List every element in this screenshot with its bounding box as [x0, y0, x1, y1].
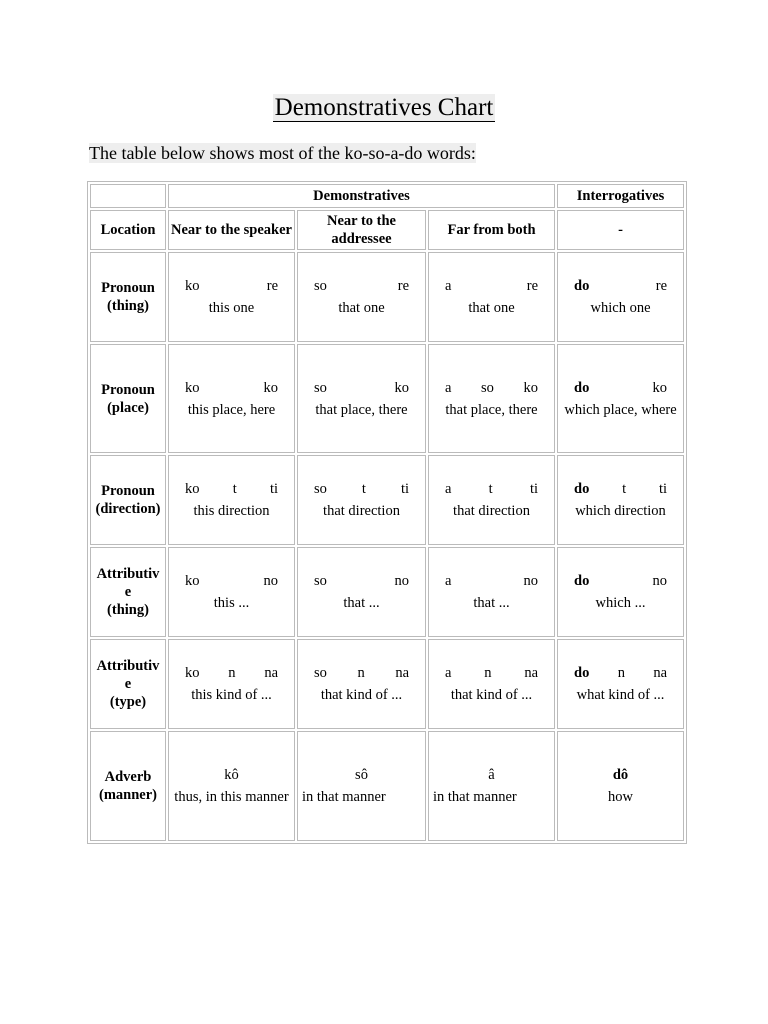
word-part: so: [314, 278, 327, 294]
word-cell: [297, 639, 426, 729]
word-meaning: this direction: [193, 503, 270, 519]
word-part: t: [232, 481, 237, 497]
word-parts: [429, 664, 554, 682]
row-label: [90, 547, 166, 637]
row-label-line: Attributiv: [96, 566, 160, 582]
word-part: so: [314, 665, 327, 681]
word-part: na: [653, 665, 667, 681]
word-part: t: [488, 481, 493, 497]
word-part: sô: [355, 767, 368, 783]
word-part: ko: [185, 573, 200, 589]
table-row: [90, 639, 684, 729]
row-label-line: Adverb: [104, 769, 152, 785]
row-label-line: e: [124, 676, 132, 692]
word-meaning: this kind of ...: [191, 687, 272, 703]
word-meaning: which one: [590, 300, 651, 316]
word-part: ko: [185, 379, 200, 396]
row-label-line: Pronoun: [101, 381, 155, 398]
demonstratives-table: [87, 181, 687, 844]
word-parts: [429, 572, 554, 590]
header-dash: -: [557, 210, 684, 250]
word-part: na: [264, 665, 278, 681]
word-parts: [429, 277, 554, 295]
header-location: Location: [90, 210, 166, 250]
word-meaning: that ...: [343, 595, 380, 611]
header-near-speaker: Near to the speaker: [168, 210, 295, 250]
row-label-line: (thing): [107, 602, 149, 618]
word-part: no: [652, 573, 668, 589]
word-part: do: [574, 573, 590, 589]
header-far-both: Far from both: [428, 210, 555, 250]
word-meaning: which place, where: [564, 401, 677, 418]
word-meaning: which direction: [575, 503, 666, 519]
word-meaning: what kind of ...: [576, 687, 665, 703]
word-parts: [558, 766, 683, 784]
word-cell: [168, 252, 295, 342]
word-part: do: [574, 278, 590, 294]
word-cell: [557, 547, 684, 637]
word-part: do: [574, 379, 590, 396]
row-label-line: (direction): [95, 501, 161, 517]
word-part: so: [481, 379, 494, 396]
header-interrogatives: Interrogatives: [557, 184, 684, 208]
word-part: no: [394, 573, 409, 589]
word-part: no: [263, 573, 278, 589]
word-parts: [298, 572, 425, 590]
word-parts: [429, 480, 554, 498]
word-cell: [297, 455, 426, 545]
word-cell: [428, 252, 555, 342]
word-part: ko: [523, 379, 538, 396]
word-parts: [558, 277, 683, 295]
word-meaning: this ...: [213, 595, 250, 611]
word-part: re: [397, 278, 409, 294]
word-cell: [557, 639, 684, 729]
word-part: n: [484, 665, 492, 681]
word-part: so: [314, 379, 327, 396]
word-parts: [169, 480, 294, 498]
word-part: no: [523, 573, 539, 589]
table-row: [90, 455, 684, 545]
word-cell: [557, 344, 684, 453]
table-row: [90, 252, 684, 342]
word-part: n: [228, 665, 236, 681]
row-label-line: e: [124, 584, 132, 600]
table-row: [90, 344, 684, 453]
word-meaning: that direction: [453, 503, 530, 519]
word-part: do: [574, 665, 590, 681]
word-part: a: [445, 379, 452, 396]
row-label-line: Attributiv: [96, 658, 160, 674]
word-part: ti: [400, 481, 409, 497]
word-part: ko: [185, 481, 200, 497]
word-meaning: this one: [208, 300, 255, 316]
word-part: a: [445, 665, 452, 681]
word-part: â: [488, 767, 495, 783]
word-parts: [298, 664, 425, 682]
page-title: [0, 93, 768, 123]
word-parts: [298, 277, 425, 295]
word-part: re: [655, 278, 668, 294]
word-meaning: that one: [468, 300, 515, 316]
row-label: [90, 639, 166, 729]
word-part: re: [526, 278, 539, 294]
word-parts: [429, 766, 554, 784]
word-parts: [298, 379, 425, 397]
word-cell: [168, 344, 295, 453]
word-part: dô: [612, 767, 629, 783]
word-part: ti: [529, 481, 538, 497]
word-parts: [558, 572, 683, 590]
row-label-line: (manner): [99, 787, 157, 803]
word-parts: [169, 572, 294, 590]
table-row: [90, 731, 684, 841]
page-title-text: Demonstratives Chart: [274, 94, 494, 121]
row-label-line: (thing): [107, 298, 149, 314]
row-label-line: (type): [109, 694, 147, 710]
word-meaning: that kind of ...: [450, 687, 533, 703]
word-cell: [428, 639, 555, 729]
word-part: n: [357, 665, 365, 681]
word-part: t: [361, 481, 366, 497]
word-parts: [298, 766, 425, 784]
word-meaning: this place, here: [187, 401, 276, 418]
word-part: n: [617, 665, 625, 681]
word-part: na: [395, 665, 409, 681]
word-meaning: that place, there: [315, 401, 408, 418]
word-parts: [169, 766, 294, 784]
word-cell: [168, 547, 295, 637]
word-part: ko: [394, 379, 409, 396]
word-parts: [169, 379, 294, 397]
word-cell: [428, 344, 555, 453]
word-cell: [297, 344, 426, 453]
header-row-1: [90, 184, 684, 208]
intro-text: [89, 142, 476, 164]
word-cell: [168, 455, 295, 545]
word-cell: [557, 252, 684, 342]
intro-text-content: The table below shows most of the ko-so-a-do words:: [89, 143, 476, 163]
word-parts: [429, 379, 554, 397]
header-empty-cell: [90, 184, 166, 208]
word-part: re: [266, 278, 278, 294]
word-parts: [558, 480, 683, 498]
word-meaning: in that manner: [302, 789, 386, 805]
header-near-addressee: Near to the addressee: [297, 210, 426, 250]
row-label: [90, 731, 166, 841]
word-meaning: that direction: [323, 503, 400, 519]
word-part: do: [574, 481, 590, 497]
word-meaning: how: [608, 789, 633, 805]
word-meaning: that kind of ...: [320, 687, 403, 703]
word-part: ko: [185, 665, 200, 681]
word-parts: [169, 664, 294, 682]
word-parts: [169, 277, 294, 295]
word-parts: [558, 664, 683, 682]
word-part: a: [445, 573, 452, 589]
row-label: [90, 455, 166, 545]
word-cell: [428, 731, 555, 841]
word-part: ko: [652, 379, 668, 396]
word-meaning: that one: [338, 300, 385, 316]
row-label-line: (place): [107, 399, 149, 416]
word-part: ti: [658, 481, 667, 497]
word-part: kô: [224, 767, 239, 783]
word-meaning: that place, there: [445, 401, 538, 418]
word-part: ko: [185, 278, 200, 294]
row-label: [90, 252, 166, 342]
word-meaning: thus, in this manner: [174, 789, 289, 805]
word-cell: [297, 547, 426, 637]
word-meaning: that ...: [473, 595, 510, 611]
word-cell: [428, 547, 555, 637]
row-label: [90, 344, 166, 453]
word-part: ti: [269, 481, 278, 497]
header-demonstratives: Demonstratives: [168, 184, 555, 208]
table-row: [90, 547, 684, 637]
header-row-2: [90, 210, 684, 250]
word-part: ko: [263, 379, 278, 396]
word-part: t: [622, 481, 627, 497]
word-part: a: [445, 481, 452, 497]
word-cell: [297, 731, 426, 841]
word-part: na: [524, 665, 538, 681]
word-cell: [168, 731, 295, 841]
word-cell: [297, 252, 426, 342]
word-parts: [298, 480, 425, 498]
word-cell: [557, 731, 684, 841]
word-meaning: which ...: [595, 595, 646, 611]
word-part: so: [314, 573, 327, 589]
word-part: a: [445, 278, 452, 294]
row-label-line: Pronoun: [101, 280, 155, 296]
word-part: so: [314, 481, 327, 497]
word-meaning: in that manner: [433, 789, 517, 805]
word-cell: [428, 455, 555, 545]
word-cell: [168, 639, 295, 729]
table-body: [90, 184, 684, 841]
word-parts: [558, 379, 683, 397]
word-cell: [557, 455, 684, 545]
row-label-line: Pronoun: [101, 483, 155, 499]
